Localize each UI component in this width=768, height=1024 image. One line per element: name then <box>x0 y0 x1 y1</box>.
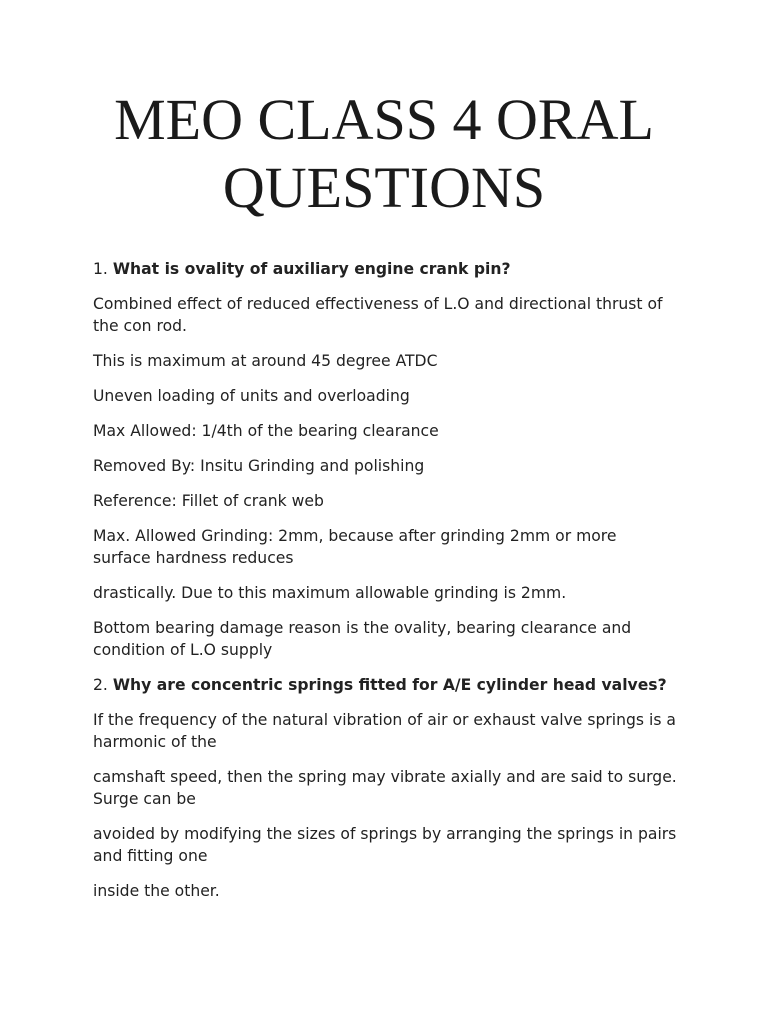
title-line-1: MEO CLASS 4 ORAL <box>114 87 654 152</box>
question-text: Why are concentric springs fitted for A/E cylinder head valves? <box>112 676 667 694</box>
question-number: 2. <box>93 676 108 694</box>
answer-paragraph: avoided by modifying the sizes of springs by arranging the springs in pairs and fitting one <box>93 825 677 865</box>
title-line-2: QUESTIONS <box>222 155 546 220</box>
answer-paragraph: If the frequency of the natural vibration of air or exhaust valve springs is a harmonic of the <box>93 711 676 751</box>
answer-paragraph: camshaft speed, then the spring may vibrate axially and are said to surge. Surge can be <box>93 768 677 808</box>
answer-paragraph: Max. Allowed Grinding: 2mm, because after grinding 2mm or more surface hardness reduces <box>93 527 617 567</box>
document-title <box>40 86 728 222</box>
question-heading <box>93 258 678 280</box>
answer-paragraph: Uneven loading of units and overloading <box>93 387 410 405</box>
question-heading <box>93 674 678 696</box>
answer-paragraph: Max Allowed: 1/4th of the bearing clearance <box>93 422 439 440</box>
answer-paragraph: Combined effect of reduced effectiveness of L.O and directional thrust of the con rod. <box>93 295 663 335</box>
answer-paragraph: Removed By: Insitu Grinding and polishing <box>93 457 425 475</box>
answer-paragraph: inside the other. <box>93 882 220 900</box>
answer-paragraph: Bottom bearing damage reason is the ovality, bearing clearance and condition of L.O supply <box>93 619 632 659</box>
question-number: 1. <box>93 260 108 278</box>
answer-paragraph: Reference: Fillet of crank web <box>93 492 324 510</box>
document-body <box>93 258 678 915</box>
answer-paragraph: This is maximum at around 45 degree ATDC <box>93 352 438 370</box>
question-text: What is ovality of auxiliary engine crank pin? <box>112 260 511 278</box>
answer-paragraph: drastically. Due to this maximum allowable grinding is 2mm. <box>93 584 567 602</box>
